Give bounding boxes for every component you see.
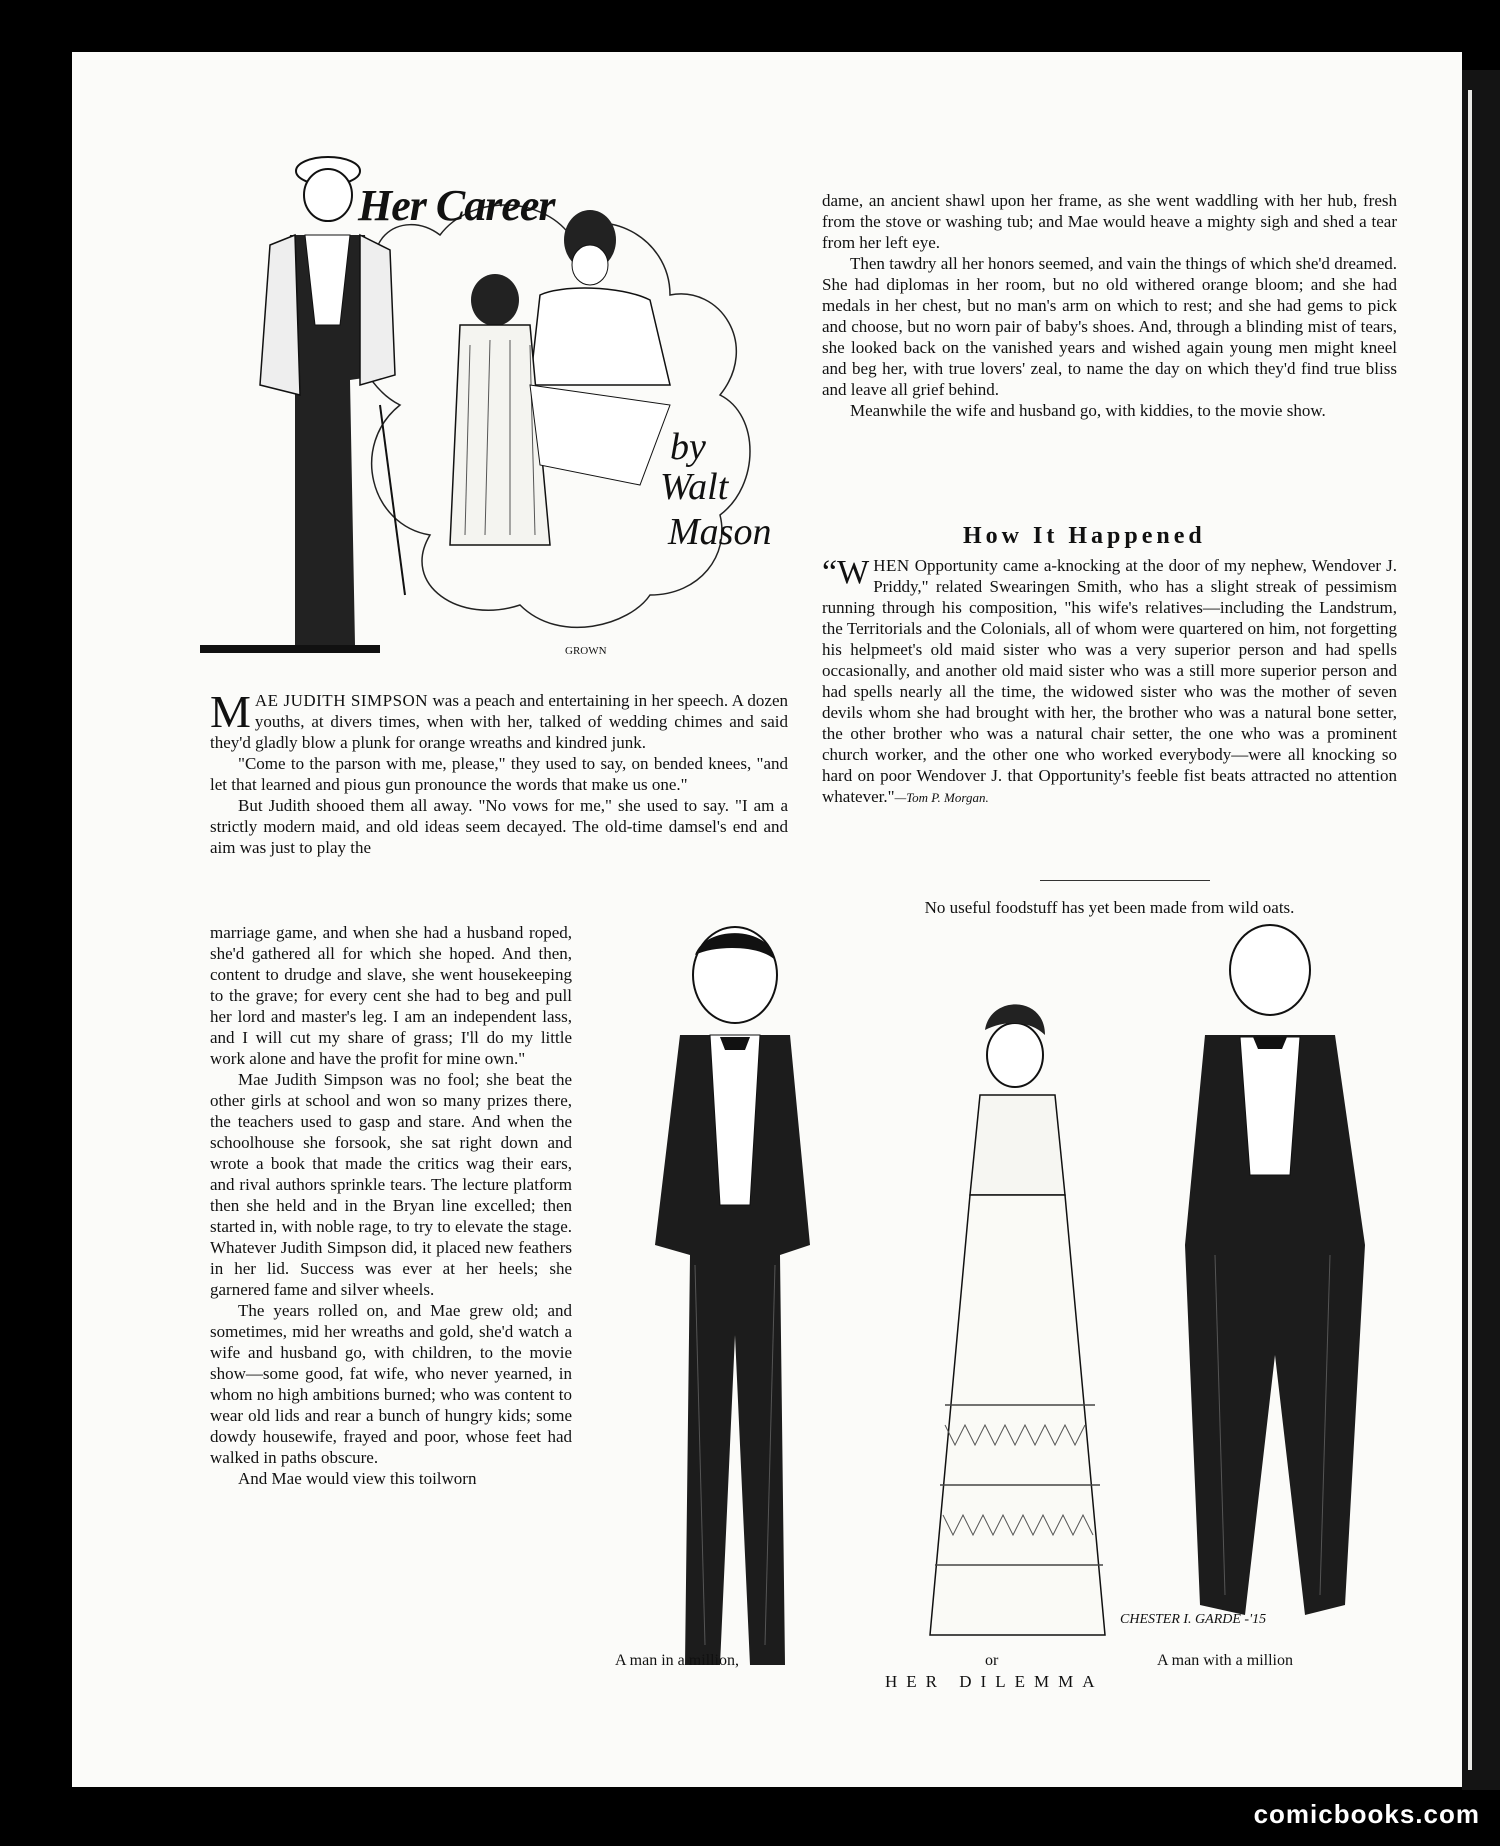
caption-man-in-a-million: A man in a million,: [615, 1652, 739, 1669]
attribution: —Tom P. Morgan.: [894, 790, 989, 805]
her-dilemma-cartoon: [585, 925, 1355, 1660]
story-p5: The years rolled on, and Mae grew old; and sometimes, mid her wreaths and gold, she'd watch a wife and husband go, with children, to the movie show—some good, fat wife, who never yearned, in whom no high ambitions burned; who was content to wear old lids and rear a bunch of hungry kids; some dowdy housewife, frayed and poor, whose feet had walked in paths obscure.: [210, 1301, 572, 1467]
story-left-column-narrow: [210, 922, 572, 1489]
how-it-happened-body: [822, 555, 1397, 808]
byline-last-name: Mason: [668, 511, 772, 553]
open-quote-dropcap: “W: [822, 554, 870, 591]
story-r2: Then tawdry all her honors seemed, and vain the things of which she'd dreamed. She had diplomas in her room, but no old withered orange bloom; and she had medals in her chest, but no man's arm on which to rest; and she had gems to pick and choose, but no worn pair of baby's shoes. And, through a blinding mist of tears, she looked back on the vanished years and wished again young men might kneel and beg her, with true lovers' zeal, to name the day on which they'd find true bliss and leave all grief behind.: [822, 254, 1397, 399]
caption-or: or: [985, 1652, 999, 1669]
dropcap: M: [210, 686, 251, 737]
story-r1: dame, an ancient shawl upon her frame, as she went waddling with her hub, fresh from the stove or washing tub; and Mae would heave a mighty sigh and shed a tear from her left eye.: [822, 191, 1397, 252]
story-p4: Mae Judith Simpson was no fool; she beat the other girls at school and won so many prizes there, the teachers used to gasp and stare. And when the schoolhouse she forsook, she sat right down and wrote a book that made the critics wag their ears, and rival authors sprinkle tears. The lecture platform then she held and in the Bryan line excelled; then started in, with noble rage, to try to elevate the stage. Whatever Judith Simpson did, it placed new feathers in her lid. Success was ever at her heels; she garnered fame and silver wheels.: [210, 1070, 572, 1299]
byline-by: by: [670, 426, 706, 468]
story-p1: was a peach and entertaining in her speech. A dozen youths, at divers times, when with her, talked of wedding chimes and said they'd gladly blow a plunk for orange wreaths and kindred junk.: [210, 691, 788, 752]
story-p3: But Judith shooed them all away. "No vows for me," she used to say. "I am a strictly modern maid, and old ideas seem decayed. The old-time damsel's end and aim was just to play the: [210, 796, 788, 857]
story-p3-continued: marriage game, and when she had a husband roped, she'd gathered all for which she hoped. And then, content to drudge and slave, she went housekeeping to the grave; for every cent she had to beg and pull her lord and master's leg. I am an independent lass, and I will cut my share of grass; I'll do my little work alone and have the profit for mine own.": [210, 923, 572, 1068]
cartoon-signature: CHESTER I. GARDE -'15: [1120, 1612, 1267, 1627]
divider-rule: [1040, 880, 1210, 881]
illustrator-signature: GROWN: [565, 645, 607, 657]
opening-caps: AE JUDITH SIMPSON: [254, 691, 429, 710]
caption-man-with-a-million: A man with a million: [1157, 1652, 1293, 1669]
story-right-column: [822, 190, 1397, 421]
story-r3: Meanwhile the wife and husband go, with kiddies, to the movie show.: [850, 401, 1326, 420]
how-body-text: Opportunity came a-knocking at the door of my nephew, Wendover J. Priddy," related Swearingen Smith, who has a slight streak of pessimism running through his composition, "his wife's relatives—including the Landstrum, the Territorials and the Colonials, all of whom were quartered on him, not forgetting his helpmeet's old maid sister who was a very superior person and had spells occasionally, and another old maid sister who was a still more superior person and had spells nearly all the time, the widowed sister who was the mother of seven devils whom she had brought with her, the brother who was a natural bone setter, the other brother who was a natural chair setter, the one who was a prominent church worker, and the other one who worked everybody—were all knocking so hard on poor Wendover J. that Opportunity's feeble fist beats attracted no attention whatever.": [822, 556, 1397, 806]
watermark: comicbooks.com: [1253, 1799, 1480, 1829]
cartoon-title-her-dilemma: HER DILEMMA: [885, 1672, 1104, 1691]
facing-page-edge: [1468, 90, 1472, 1770]
story-p2: "Come to the parson with me, please," they used to say, on bended knees, "and let that learned and pious gun pronounce the words that make us one.": [210, 754, 788, 794]
filler-line: No useful foodstuff has yet been made from wild oats.: [924, 898, 1295, 917]
heading-how-it-happened: How It Happened: [963, 523, 1206, 549]
story-p6-start: And Mae would view this toilworn: [238, 1469, 477, 1488]
how-opening-caps: HEN: [873, 556, 910, 575]
byline-first-name: Walt: [660, 466, 729, 508]
title-her-career: Her Career: [358, 181, 555, 230]
story-left-column-top: [210, 686, 788, 858]
